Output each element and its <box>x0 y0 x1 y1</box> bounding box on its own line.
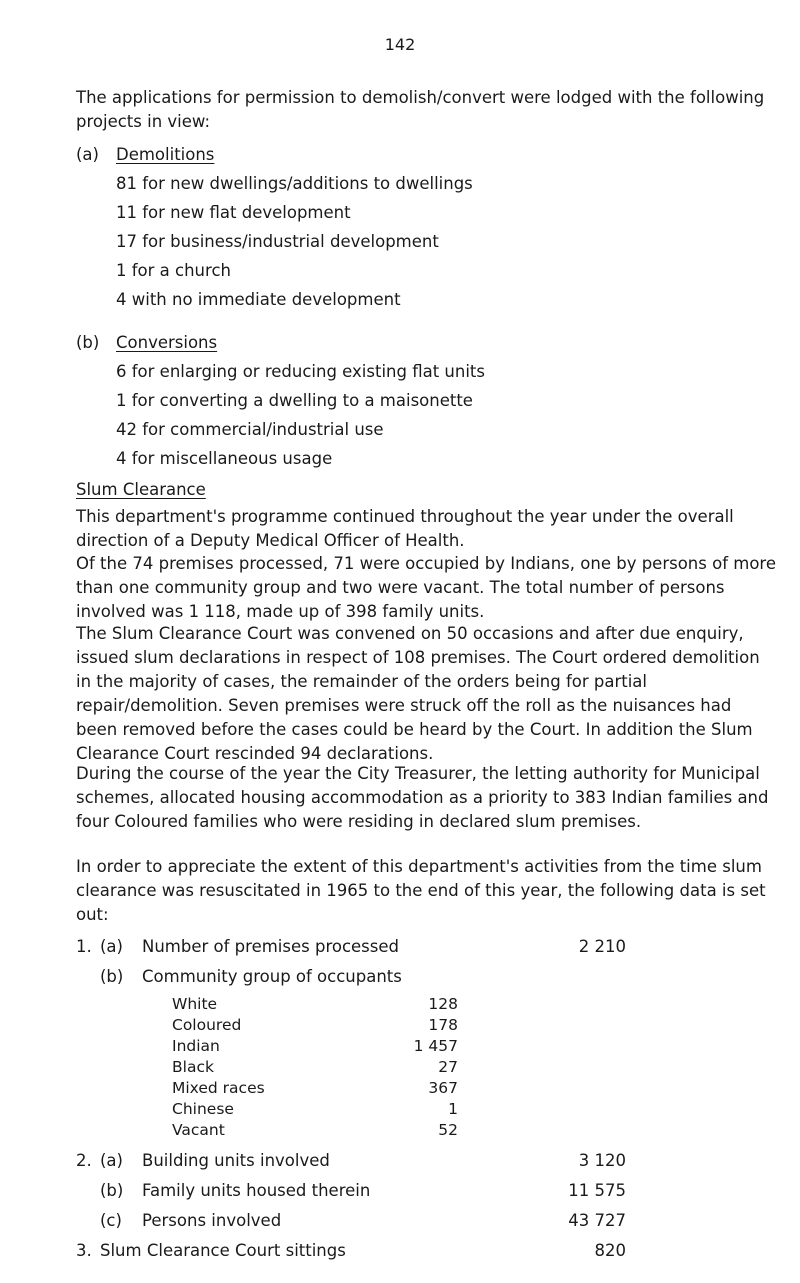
list-item: 1 for a church <box>116 261 231 280</box>
item-marker: (c) <box>100 1211 122 1230</box>
group-value: 367 <box>428 1079 458 1097</box>
paragraph: Of the 74 premises processed, 71 were occupied by Indians, one by persons of more than one community group and two were vacant. The total number of persons involved was 1 118, made up of 398 family units. <box>76 554 776 621</box>
section-heading-slum-clearance: Slum Clearance <box>76 480 206 499</box>
group-name: Indian <box>172 1037 220 1055</box>
item-value: 2 210 <box>578 937 626 956</box>
intro-paragraph: The applications for permission to demolish/convert were lodged with the following projects in view: <box>76 88 765 131</box>
item-label: Slum Clearance Court sittings <box>100 1241 346 1260</box>
demolitions-heading: Demolitions <box>116 145 215 164</box>
item-marker: (b) <box>100 1181 124 1200</box>
list-item: 6 for enlarging or reducing existing flat units <box>116 362 485 381</box>
item-marker: (b) <box>100 967 124 986</box>
list-item: 42 for commercial/industrial use <box>116 420 384 439</box>
group-name: Chinese <box>172 1100 234 1118</box>
group-value: 1 <box>448 1100 458 1118</box>
item-value: 11 575 <box>568 1181 626 1200</box>
group-value: 178 <box>428 1016 458 1034</box>
list-item: 11 for new flat development <box>116 203 351 222</box>
paragraph: This department's programme continued throughout the year under the overall direction of a Deputy Medical Officer of Health. <box>76 507 734 550</box>
item-label: Building units involved <box>142 1151 330 1170</box>
group-name: Mixed races <box>172 1079 265 1097</box>
list-item: 4 for miscellaneous usage <box>116 449 333 468</box>
paragraph: The Slum Clearance Court was convened on 50 occasions and after due enquiry, issued slum declarations in respect of 108 premises. The Court ordered demolition in the majority of cases, the remainder of the orders being for partial repair/demolition. Seven premises were struck off the roll as the nuisances had been removed before the cases could be heard by the Court. In addition the Slum Clearance Court rescinded 94 declarations. <box>76 624 760 763</box>
item-label: Family units housed therein <box>142 1181 371 1200</box>
list-item: 1 for converting a dwelling to a maisonette <box>116 391 473 410</box>
group-value: 128 <box>428 995 458 1013</box>
group-name: Coloured <box>172 1016 242 1034</box>
item-label: Community group of occupants <box>142 967 402 986</box>
item-marker: (a) <box>100 1151 123 1170</box>
group-value: 27 <box>438 1058 458 1076</box>
item-number: 3. <box>76 1241 92 1260</box>
list-item: 4 with no immediate development <box>116 290 401 309</box>
conversions-marker: (b) <box>76 333 100 352</box>
group-name: Vacant <box>172 1121 225 1139</box>
paragraph: In order to appreciate the extent of this department's activities from the time slum clearance was resuscitated in 1965 to the end of this year, the following data is set out: <box>76 857 766 924</box>
demolitions-marker: (a) <box>76 145 99 164</box>
item-marker: (a) <box>100 937 123 956</box>
list-item: 17 for business/industrial development <box>116 232 439 251</box>
item-value: 820 <box>594 1241 626 1260</box>
group-value: 1 457 <box>413 1037 458 1055</box>
item-number: 2. <box>76 1151 92 1170</box>
item-value: 3 120 <box>578 1151 626 1170</box>
item-label: Number of premises processed <box>142 937 399 956</box>
item-value: 43 727 <box>568 1211 626 1230</box>
group-name: Black <box>172 1058 214 1076</box>
paragraph: During the course of the year the City Treasurer, the letting authority for Municipal schemes, allocated housing accommodation as a priority to 383 Indian families and four Coloured families who were residing in declared slum premises. <box>76 764 769 831</box>
conversions-heading: Conversions <box>116 333 218 352</box>
list-item: 81 for new dwellings/additions to dwellings <box>116 174 473 193</box>
page-number: 142 <box>384 35 416 54</box>
group-name: White <box>172 995 218 1013</box>
group-value: 52 <box>438 1121 458 1139</box>
item-label: Persons involved <box>142 1211 282 1230</box>
item-number: 1. <box>76 937 92 956</box>
